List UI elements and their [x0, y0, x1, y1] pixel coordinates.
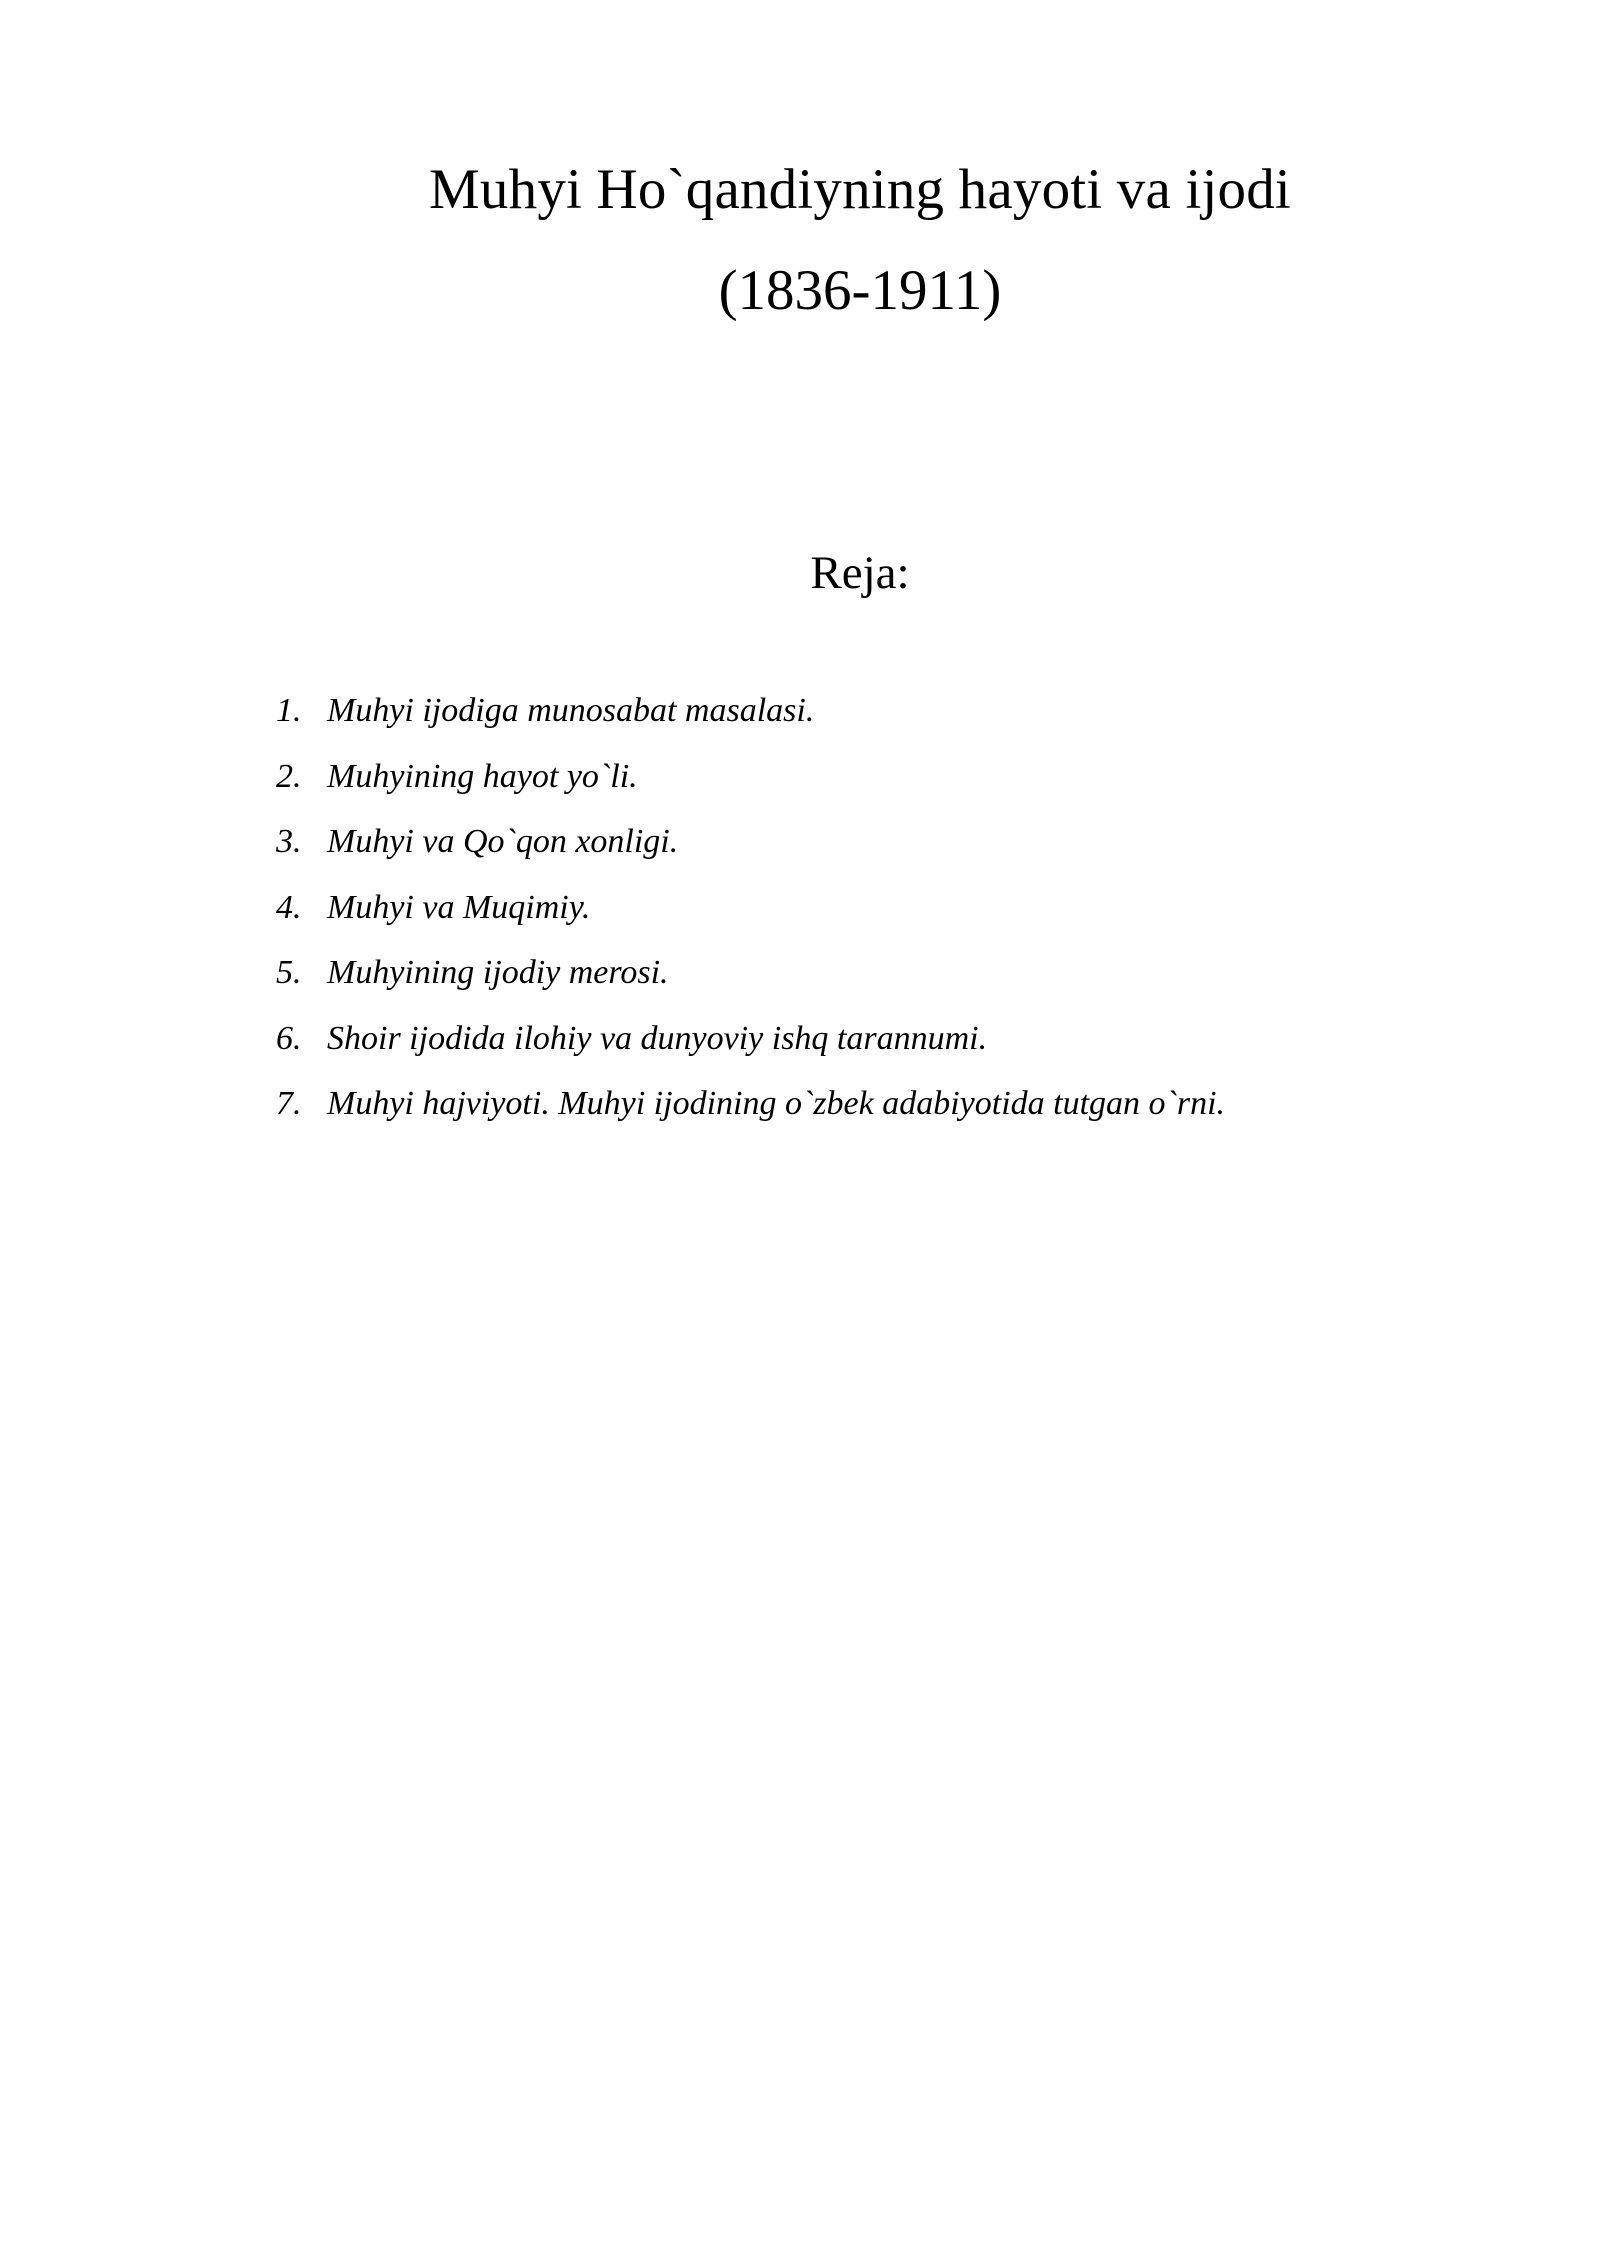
plan-item — [276, 950, 1225, 1016]
plan-item — [276, 885, 1225, 951]
plan-list — [276, 688, 1225, 1147]
plan-item-text: Muhyi va Muqimiy. — [327, 888, 591, 926]
plan-item — [276, 688, 1225, 754]
plan-item-number: 4. — [276, 888, 302, 926]
plan-item — [276, 754, 1225, 820]
document-title: Muhyi Ho`qandiyning hayoti va ijodi — [429, 158, 1291, 221]
plan-heading: Reja: — [810, 547, 910, 599]
plan-item-text: Shoir ijodida ilohiy va dunyoviy ishq tarannumi. — [327, 1019, 988, 1057]
document-years: (1836-1911) — [718, 259, 1002, 322]
plan-item-text: Muhyining ijodiy merosi. — [327, 954, 669, 991]
plan-item — [276, 1016, 1225, 1082]
plan-item-text: Muhyi ijodiga munosabat masalasi. — [327, 692, 815, 729]
plan-item-number: 2. — [276, 757, 302, 795]
plan-item-number: 3. — [276, 823, 302, 860]
plan-item-number: 7. — [276, 1085, 302, 1122]
plan-item-number: 1. — [276, 692, 302, 729]
plan-item-text: Muhyi hajviyoti. Muhyi ijodining o`zbek adabiyotida tutgan o`rni. — [327, 1085, 1226, 1122]
plan-item-number: 6. — [276, 1019, 302, 1057]
plan-item — [276, 1081, 1225, 1147]
plan-item-number: 5. — [276, 954, 302, 991]
plan-item — [276, 819, 1225, 885]
plan-item-text: Muhyining hayot yo`li. — [327, 757, 638, 795]
plan-item-text: Muhyi va Qo`qon xonligi. — [327, 823, 679, 860]
